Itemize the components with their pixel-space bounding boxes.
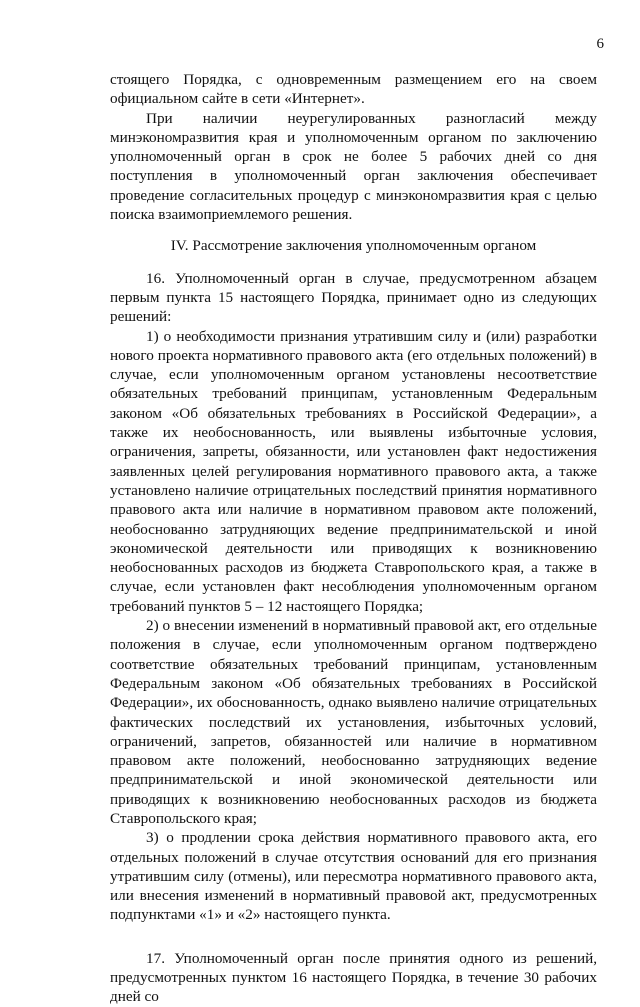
- paragraph: стоящего Порядка, с одновременным размещением его на своем официальном сайте в сети «Интернет».: [110, 71, 597, 108]
- paragraph: При наличии неурегулированных разногласий между минэкономразвития края и уполномоченным органом по заключению уполномоченный орган в срок не более 5 рабочих дней со дня поступления в уполномоченный орган заключения обеспечивает проведение согласительных процедур с минэкономразвития края с целью поиска взаимоприемлемого решения.: [110, 109, 597, 224]
- document-body: [110, 70, 597, 1007]
- paragraph: 3) о продлении срока действия нормативного правового акта, его отдельных положений в случае отсутствия оснований для его признания утратившим силу (отмены), или пересмотра нормативного правового акта, или внесения изменений в нормативный правовой акт, предусмотренных подпунктами «1» и «2» настоящего пункта.: [110, 829, 597, 924]
- section-heading: IV. Рассмотрение заключения уполномоченным органом: [170, 237, 537, 255]
- paragraph: 17. Уполномоченный орган после принятия одного из решений, предусмотренных пунктом 16 настоящего Порядка, в течение 30 рабочих дней со: [110, 949, 597, 1006]
- paragraph: 16. Уполномоченный орган в случае, предусмотренном абзацем первым пункта 15 настоящего Порядка, принимает одно из следующих решений:: [110, 269, 597, 326]
- page-number: 6: [596, 36, 604, 52]
- paragraph: 1) о необходимости признания утратившим силу и (или) разработки нового проекта нормативного правового акта (его отдельных положений) в случае, если уполномоченным органом установлены несоответствие обязательных требований принципам, установленным Федеральным законом «Об обязательных требованиях в Российской Федерации», а также их необоснованность, или выявлены избыточные условия, ограничения, запреты, обязанности, или установлен факт недостижения заявленных целей регулирования нормативного правового акта, а также установлено наличие отрицательных последствий принятия нормативного правового акта или наличие в нормативном правовом акте положений, необоснованно затрудняющих ведение предпринимательской и иной экономической деятельности или приводящих к возникновению необоснованных расходов из бюджета Ставропольского края, а также в случае, если установлен факт несоблюдения уполномоченным органом требований пунктов 5 – 12 настоящего Порядка;: [110, 327, 597, 615]
- paragraph: 2) о внесении изменений в нормативный правовой акт, его отдельные положения в случае, если уполномоченным органом подтверждено соответствие обязательных требований принципам, установленным Федеральным законом «Об обязательных требованиях в Российской Федерации», их обоснованность, однако выявлено наличие отрицательных фактических последствий их установления, избыточных условий, ограничений, запретов, обязанностей или наличие в нормативном правовом акте положений, необоснованно затрудняющих ведение предпринимательской и иной экономической деятельности или приводящих к возникновению необоснованных расходов из бюджета Ставропольского края;: [110, 617, 597, 827]
